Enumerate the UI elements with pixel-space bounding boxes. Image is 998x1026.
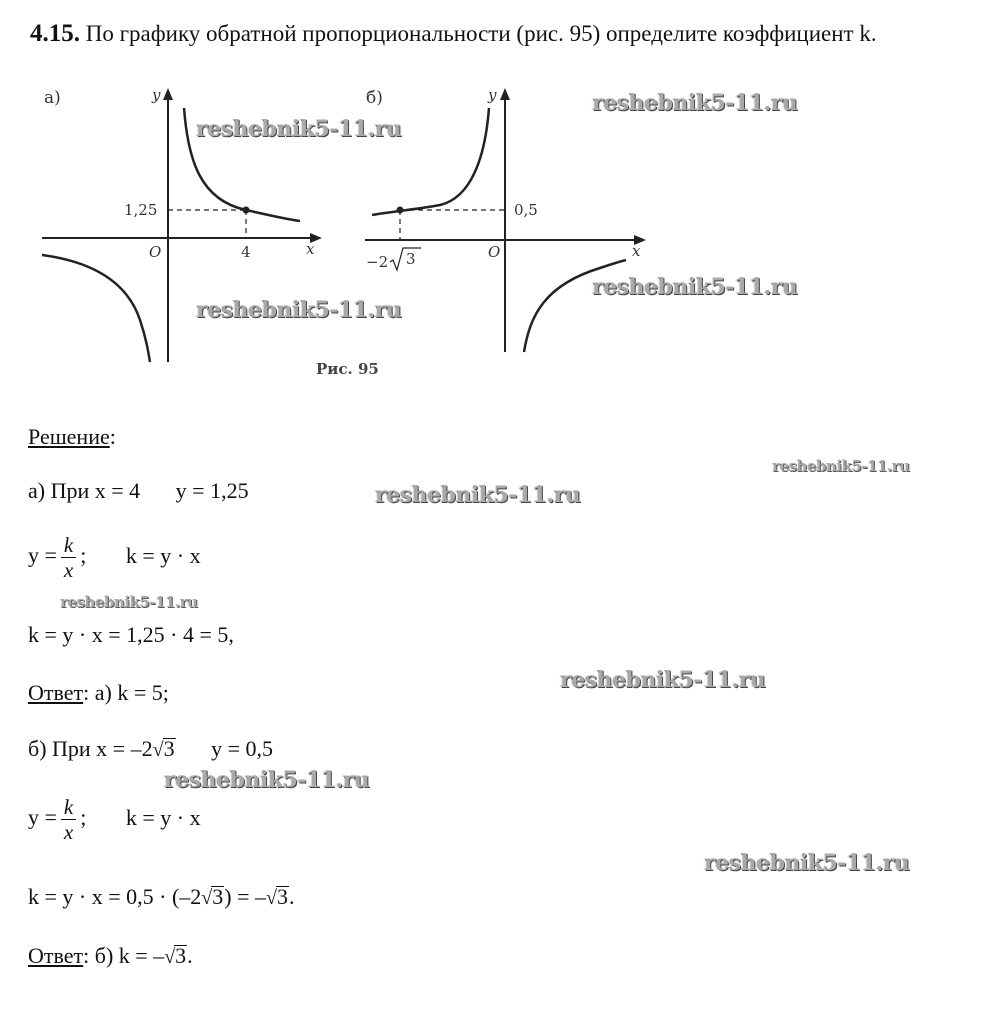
- solution-heading: [28, 424, 116, 450]
- graph-a-y-tick: 1,25: [124, 201, 158, 219]
- fraction-numerator: k: [61, 795, 76, 820]
- graph-b-x-label: x: [632, 242, 641, 260]
- part-b-answer-end: .: [187, 943, 193, 968]
- part-a-answer: [28, 680, 169, 706]
- formula-right: k = y · x: [125, 542, 201, 568]
- fraction-k-over-x: [61, 533, 76, 582]
- radicand: 3: [163, 736, 175, 761]
- fraction-k-over-x: [61, 795, 76, 844]
- figure-95: [0, 0, 998, 400]
- graph-a-y-arrow: [163, 88, 173, 100]
- graph-b-y-arrow: [500, 88, 510, 100]
- graph-b-x-tick-rad: 3: [406, 250, 416, 268]
- watermark: reshebnik5-11.ru: [772, 457, 910, 475]
- part-b-given: [28, 736, 273, 762]
- task-text: По графику обратной пропорциональности (рис. 95) определите коэффициент k.: [85, 21, 877, 46]
- graph-b-point: [397, 207, 404, 214]
- watermark: reshebnik5-11.ru: [560, 667, 766, 693]
- solution-heading-text: Решение: [28, 424, 110, 449]
- graph-a-branch-negative: [42, 255, 150, 362]
- sqrt-icon: √: [152, 739, 164, 761]
- sqrt-icon: √: [201, 887, 213, 909]
- watermark: reshebnik5-11.ru: [164, 767, 370, 793]
- answer-label: Ответ: [28, 680, 84, 705]
- graph-b-label: б): [366, 88, 383, 108]
- figure-caption: Рис. 95: [316, 360, 379, 378]
- radicand: 3: [175, 943, 187, 968]
- graph-a-origin: O: [149, 243, 162, 261]
- formula-left: y =: [28, 542, 57, 568]
- sqrt-icon: √: [164, 946, 176, 968]
- part-b-answer-pre: : б) k = –: [83, 943, 165, 968]
- graph-b: [365, 88, 646, 352]
- part-b-given-y: y = 0,5: [211, 736, 273, 761]
- part-b-calc-mid: ) = –: [224, 884, 267, 909]
- sqrt-icon: √: [266, 887, 277, 909]
- task-number: 4.15.: [30, 20, 80, 47]
- part-b-given-x: б) При x = –2: [28, 736, 153, 761]
- part-a-given-x: а) При x = 4: [28, 478, 141, 503]
- watermark: reshebnik5-11.ru: [592, 274, 798, 300]
- graph-a-point: [243, 207, 250, 214]
- part-b-answer: [28, 943, 193, 969]
- formula-semicolon: ;: [80, 542, 87, 568]
- fraction-denominator: x: [63, 558, 74, 582]
- part-a-formula: [28, 533, 201, 582]
- formula-semicolon: ;: [80, 804, 87, 830]
- graph-a-y-label: y: [152, 86, 161, 104]
- part-b-calc: [28, 884, 295, 910]
- solution-heading-colon: :: [109, 424, 116, 449]
- formula-right: k = y · x: [125, 804, 201, 830]
- fraction-numerator: k: [61, 533, 76, 558]
- part-a-given: [28, 478, 249, 504]
- watermark: reshebnik5-11.ru: [196, 297, 402, 323]
- part-b-calc-pre: k = y · x = 0,5 · (–2: [28, 884, 202, 909]
- fraction-denominator: x: [63, 820, 74, 844]
- graph-a-x-label: x: [306, 240, 315, 258]
- part-a-answer-text: : а) k = 5;: [83, 680, 169, 705]
- part-b-formula: [28, 795, 201, 844]
- part-b-calc-end: .: [289, 884, 295, 909]
- answer-label: Ответ: [28, 943, 84, 968]
- watermark: reshebnik5-11.ru: [704, 850, 910, 876]
- graph-a-x-tick: 4: [241, 243, 251, 261]
- watermark: reshebnik5-11.ru: [592, 90, 798, 116]
- part-a-calc: k = y · x = 1,25 · 4 = 5,: [28, 622, 234, 647]
- radicand: 3: [212, 884, 224, 909]
- watermark: reshebnik5-11.ru: [196, 116, 402, 142]
- graph-b-y-tick: 0,5: [514, 201, 538, 219]
- graph-a-label: а): [44, 88, 61, 108]
- part-a-given-y: y = 1,25: [175, 478, 249, 503]
- graph-b-origin: O: [488, 243, 501, 261]
- graph-b-y-label: y: [488, 86, 497, 104]
- graph-b-x-tick-coef: −2: [366, 253, 389, 271]
- formula-left: y =: [28, 804, 57, 830]
- radicand: 3: [277, 884, 288, 909]
- watermark: reshebnik5-11.ru: [60, 593, 198, 611]
- watermark: reshebnik5-11.ru: [375, 482, 581, 508]
